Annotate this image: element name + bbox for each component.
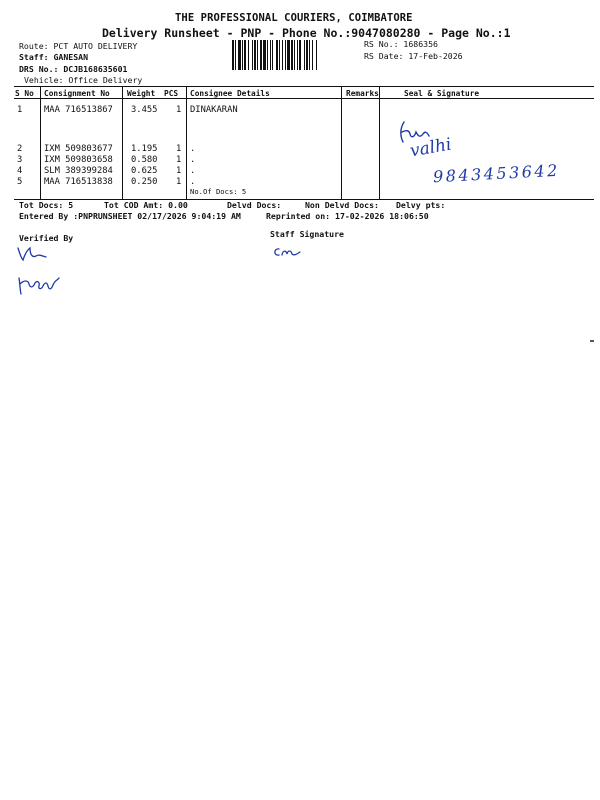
verifier-initials bbox=[14, 268, 64, 298]
verified-by-label: Verified By bbox=[19, 233, 74, 243]
verifier-signature bbox=[12, 242, 52, 264]
handwritten-name: valhi bbox=[408, 134, 453, 162]
col-header-consignment: Consignment No bbox=[44, 89, 110, 98]
no-of-docs: No.Of Docs: 5 bbox=[190, 187, 247, 196]
row-pcs: 1 bbox=[176, 144, 182, 154]
row-consignee: . bbox=[190, 155, 196, 165]
route-label: Route: PCT AUTO DELIVERY bbox=[19, 41, 138, 51]
col-header-weight: Weight bbox=[127, 89, 156, 98]
row-consignment: MAA 716513867 bbox=[44, 105, 113, 115]
row-sno: 1 bbox=[17, 105, 23, 115]
margin-mark bbox=[590, 340, 594, 342]
row-sno: 2 bbox=[17, 144, 23, 154]
delivered-docs: Delvd Docs: bbox=[227, 200, 282, 210]
row-weight: 0.250 bbox=[131, 177, 158, 187]
row-consignment: IXM 509803677 bbox=[44, 144, 113, 154]
row-consignment: IXM 509803658 bbox=[44, 155, 113, 165]
drs-number: DRS No.: DCJB168635601 bbox=[19, 64, 128, 74]
col-divider bbox=[341, 86, 342, 199]
rs-number: RS No.: 1686356 bbox=[364, 39, 438, 49]
table-header-rule bbox=[14, 98, 594, 99]
staff-signature-label: Staff Signature bbox=[270, 229, 344, 239]
row-sno: 4 bbox=[17, 166, 23, 176]
col-header-sno: S No bbox=[15, 89, 34, 98]
delivery-points: Delvy pts: bbox=[396, 200, 446, 210]
col-header-consignee: Consignee Details bbox=[190, 89, 270, 98]
row-consignee: . bbox=[190, 166, 196, 176]
barcode bbox=[232, 40, 360, 70]
runsheet-subtitle: Delivery Runsheet - PNP - Phone No.:9047080280 - Page No.:1 bbox=[102, 26, 511, 40]
col-divider bbox=[122, 86, 123, 199]
row-pcs: 1 bbox=[176, 166, 182, 176]
non-delivered-docs: Non Delvd Docs: bbox=[305, 200, 379, 210]
row-pcs: 1 bbox=[176, 155, 182, 165]
col-divider bbox=[379, 86, 380, 199]
entered-by: Entered By :PNPRUNSHEET 02/17/2026 9:04:19 AM bbox=[19, 211, 241, 221]
table-top-rule bbox=[14, 86, 594, 87]
row-weight: 0.625 bbox=[131, 166, 158, 176]
row-sno: 3 bbox=[17, 155, 23, 165]
staff-label: Staff: GANESAN bbox=[19, 52, 89, 62]
col-header-pcs: PCS bbox=[164, 89, 179, 98]
row-weight: 0.580 bbox=[131, 155, 158, 165]
row-consignee: DINAKARAN bbox=[190, 105, 238, 115]
staff-signature bbox=[270, 244, 304, 260]
row-weight: 1.195 bbox=[131, 144, 158, 154]
col-header-remarks: Remarks bbox=[346, 89, 379, 98]
row-weight: 3.455 bbox=[131, 105, 158, 115]
row-consignment: MAA 716513838 bbox=[44, 177, 113, 187]
col-divider bbox=[40, 86, 41, 199]
rs-date: RS Date: 17-Feb-2026 bbox=[364, 51, 463, 61]
col-divider bbox=[186, 86, 187, 199]
col-header-seal-signature: Seal & Signature bbox=[404, 89, 480, 98]
total-docs: Tot Docs: 5 bbox=[19, 200, 74, 210]
company-name: THE PROFESSIONAL COURIERS, COIMBATORE bbox=[175, 12, 413, 24]
row-pcs: 1 bbox=[176, 105, 182, 115]
row-consignment: SLM 389399284 bbox=[44, 166, 113, 176]
table-bottom-rule bbox=[14, 199, 594, 200]
row-sno: 5 bbox=[17, 177, 23, 187]
row-consignee: . bbox=[190, 144, 196, 154]
reprinted-on: Reprinted on: 17-02-2026 18:06:50 bbox=[266, 211, 429, 221]
handwritten-phone: 9843453642 bbox=[432, 160, 561, 187]
row-pcs: 1 bbox=[176, 177, 182, 187]
vehicle-label: Vehicle: Office Delivery bbox=[24, 75, 143, 85]
row-consignee: . bbox=[190, 177, 196, 187]
total-cod-amount: Tot COD Amt: 0.00 bbox=[104, 200, 188, 210]
